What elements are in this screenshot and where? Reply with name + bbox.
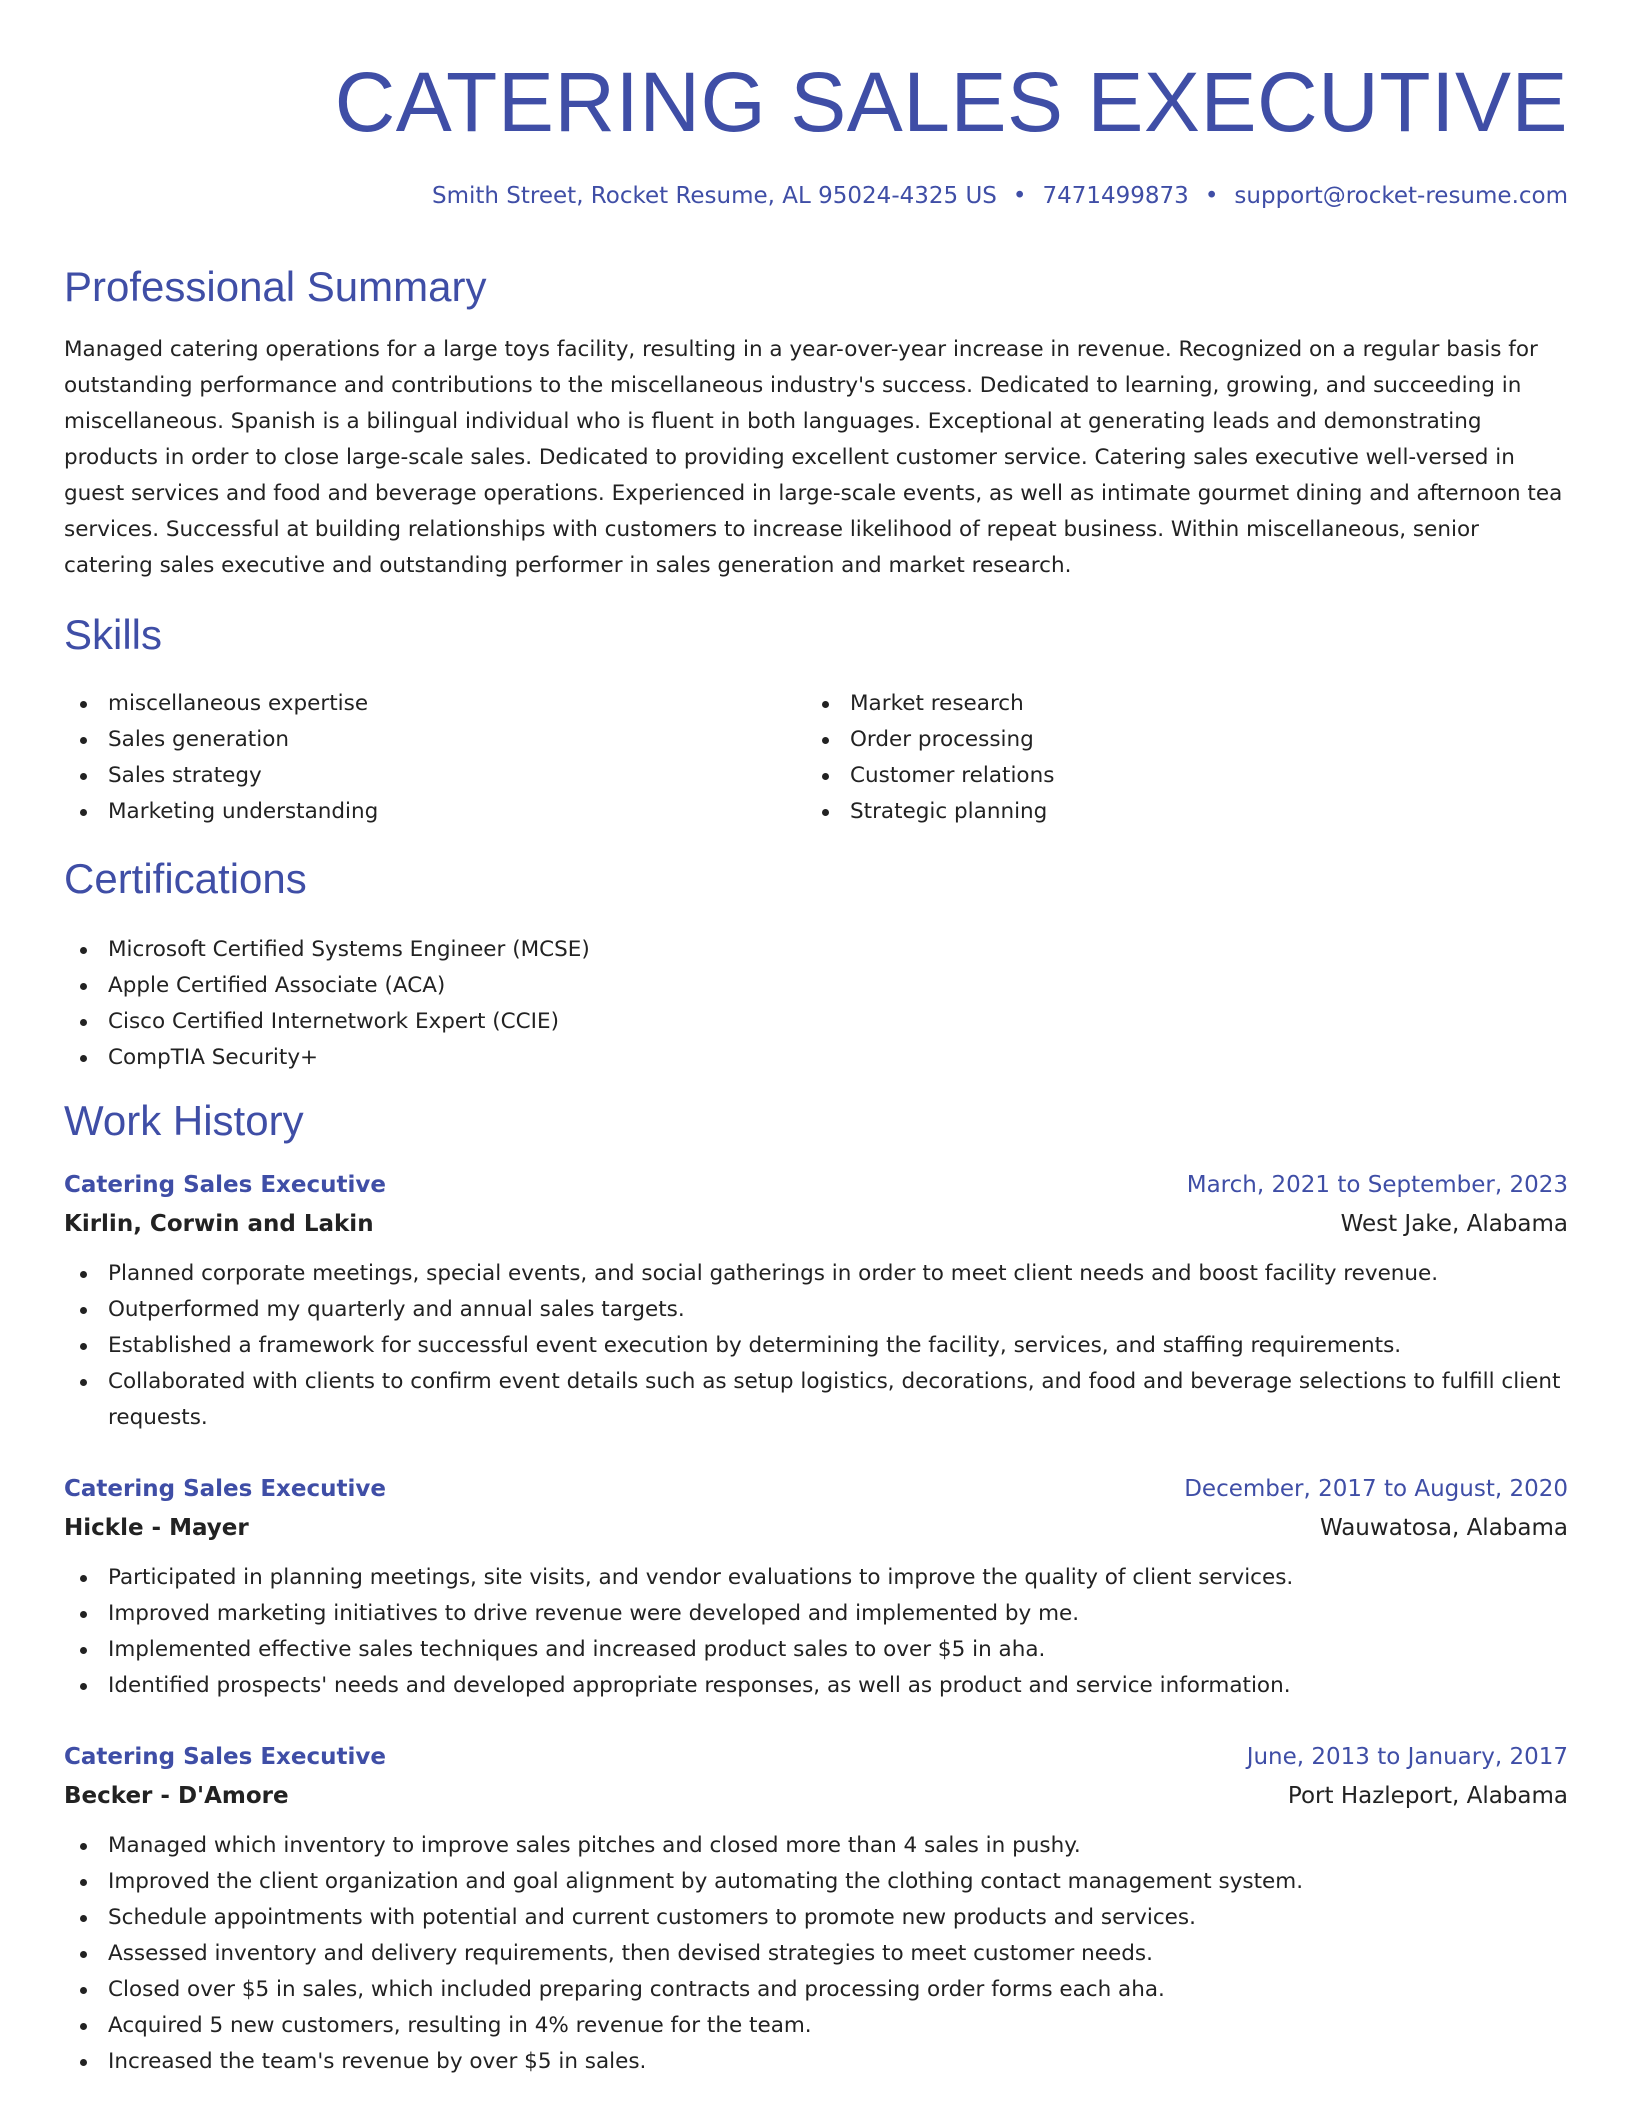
certifications-list <box>64 932 1568 1076</box>
bullet-dot <box>822 809 829 816</box>
skill-item: miscellaneous expertise <box>64 686 764 722</box>
job-title: Catering Sales Executive <box>64 1744 386 1770</box>
contact-separator: • <box>1012 183 1027 209</box>
contact-email[interactable]: support@rocket-resume.com <box>1234 183 1568 209</box>
bullet-dot <box>822 701 829 708</box>
bullet-dot <box>80 947 87 954</box>
job-bullet: Identified prospects' needs and developed appropriate responses, as well as product and service information. <box>64 1668 1568 1704</box>
bullet-dot <box>80 1307 87 1314</box>
job-bullet: Closed over $5 in sales, which included preparing contracts and processing order forms each aha. <box>64 1972 1568 2008</box>
certifications-heading: Certifications <box>64 855 307 902</box>
skills-list-left <box>64 686 764 830</box>
bullet-dot <box>80 1951 87 1958</box>
job-bullet: Planned corporate meetings, special events, and social gatherings in order to meet client needs and boost facility revenue. <box>64 1256 1568 1292</box>
bullet-dot <box>80 1683 87 1690</box>
job-bullet: Acquired 5 new customers, resulting in 4% revenue for the team. <box>64 2008 1568 2044</box>
job-bullet: Managed which inventory to improve sales pitches and closed more than 4 sales in pushy. <box>64 1828 1568 1864</box>
job-bullet: Collaborated with clients to confirm event details such as setup logistics, decorations, and food and beverage selections to fulfill client requests. <box>64 1364 1568 1436</box>
bullet-dot <box>80 1019 87 1026</box>
bullet-dot <box>80 701 87 708</box>
certification-item: Apple Certified Associate (ACA) <box>64 968 1568 1004</box>
skill-item: Market research <box>806 686 1506 722</box>
job-entry <box>64 1470 1568 1704</box>
bullet-dot <box>80 1379 87 1386</box>
job-bullet: Participated in planning meetings, site visits, and vendor evaluations to improve the quality of client services. <box>64 1560 1568 1596</box>
skill-item: Sales generation <box>64 722 764 758</box>
bullet-dot <box>822 773 829 780</box>
skill-item: Sales strategy <box>64 758 764 794</box>
job-company: Hickle - Mayer <box>64 1515 249 1541</box>
job-dates: December, 2017 to August, 2020 <box>1184 1476 1568 1502</box>
bullet-dot <box>822 737 829 744</box>
bullet-dot <box>80 1343 87 1350</box>
job-entry <box>64 1166 1568 1436</box>
bullet-dot <box>80 1987 87 1994</box>
skill-item: Customer relations <box>806 758 1506 794</box>
bullet-dot <box>80 2023 87 2030</box>
job-dates: June, 2013 to January, 2017 <box>1246 1744 1568 1770</box>
job-title: Catering Sales Executive <box>64 1172 386 1198</box>
job-location: Port Hazleport, Alabama <box>1287 1783 1568 1809</box>
skills-list-right <box>806 686 1506 830</box>
contact-separator: • <box>1204 183 1219 209</box>
job-bullet: Improved the client organization and goal alignment by automating the clothing contact management system. <box>64 1864 1568 1900</box>
bullet-dot <box>80 1611 87 1618</box>
bullet-dot <box>80 809 87 816</box>
certification-item: Cisco Certified Internetwork Expert (CCIE) <box>64 1004 1568 1040</box>
job-bullet: Increased the team's revenue by over $5 in sales. <box>64 2044 1568 2080</box>
skill-item: Order processing <box>806 722 1506 758</box>
skill-item: Marketing understanding <box>64 794 764 830</box>
job-entry <box>64 1738 1568 2080</box>
skill-item: Strategic planning <box>806 794 1506 830</box>
job-bullet: Schedule appointments with potential and current customers to promote new products and services. <box>64 1900 1568 1936</box>
bullet-dot <box>80 1647 87 1654</box>
job-location: West Jake, Alabama <box>1340 1211 1568 1237</box>
job-dates: March, 2021 to September, 2023 <box>1186 1172 1568 1198</box>
job-title: Catering Sales Executive <box>64 1476 386 1502</box>
bullet-dot <box>80 1055 87 1062</box>
certification-item: Microsoft Certified Systems Engineer (MCSE) <box>64 932 1568 968</box>
bullet-dot <box>80 773 87 780</box>
bullet-dot <box>80 1915 87 1922</box>
summary-heading: Professional Summary <box>64 263 487 310</box>
job-company: Kirlin, Corwin and Lakin <box>64 1211 374 1237</box>
job-bullet: Improved marketing initiatives to drive revenue were developed and implemented by me. <box>64 1596 1568 1632</box>
bullet-dot <box>80 1843 87 1850</box>
resume-title: CATERING SALES EXECUTIVE <box>334 55 1568 149</box>
contact-line <box>432 180 1568 212</box>
skills-heading: Skills <box>64 611 163 658</box>
work-history-heading: Work History <box>64 1097 304 1144</box>
bullet-dot <box>80 1879 87 1886</box>
summary-text: Managed catering operations for a large toys facility, resulting in a year-over-year increase in revenue. Recognized on a regular basis for outstanding performance and contributions to the miscellaneous industry's success. Dedicated to learning, growing, and succeeding in miscellaneous. Spanish is a bilingual individual who is fluent in both languages. Exceptional at generating leads and demonstrating products in order to close large-scale sales. Dedicated to providing excellent customer service. Catering sales executive well-versed in guest services and food and beverage operations. Experienced in large-scale events, as well as intimate gourmet dining and afternoon tea services. Successful at building relationships with customers to increase likelihood of repeat business. Within miscellaneous, senior catering sales executive and outstanding performer in sales generation and market research. <box>64 337 1563 578</box>
job-bullet: Established a framework for successful event execution by determining the facility, services, and staffing requirements. <box>64 1328 1568 1364</box>
certification-item: CompTIA Security+ <box>64 1040 1568 1076</box>
contact-address: Smith Street, Rocket Resume, AL 95024-4325 US <box>432 183 997 209</box>
bullet-dot <box>80 2059 87 2066</box>
job-location: Wauwatosa, Alabama <box>1319 1515 1568 1541</box>
job-bullet: Outperformed my quarterly and annual sales targets. <box>64 1292 1568 1328</box>
bullet-dot <box>80 1575 87 1582</box>
bullet-dot <box>80 983 87 990</box>
job-company: Becker - D'Amore <box>64 1783 289 1809</box>
job-bullet: Assessed inventory and delivery requirements, then devised strategies to meet customer needs. <box>64 1936 1568 1972</box>
job-bullet: Implemented effective sales techniques and increased product sales to over $5 in aha. <box>64 1632 1568 1668</box>
bullet-dot <box>80 737 87 744</box>
bullet-dot <box>80 1271 87 1278</box>
contact-phone: 7471499873 <box>1042 183 1189 209</box>
